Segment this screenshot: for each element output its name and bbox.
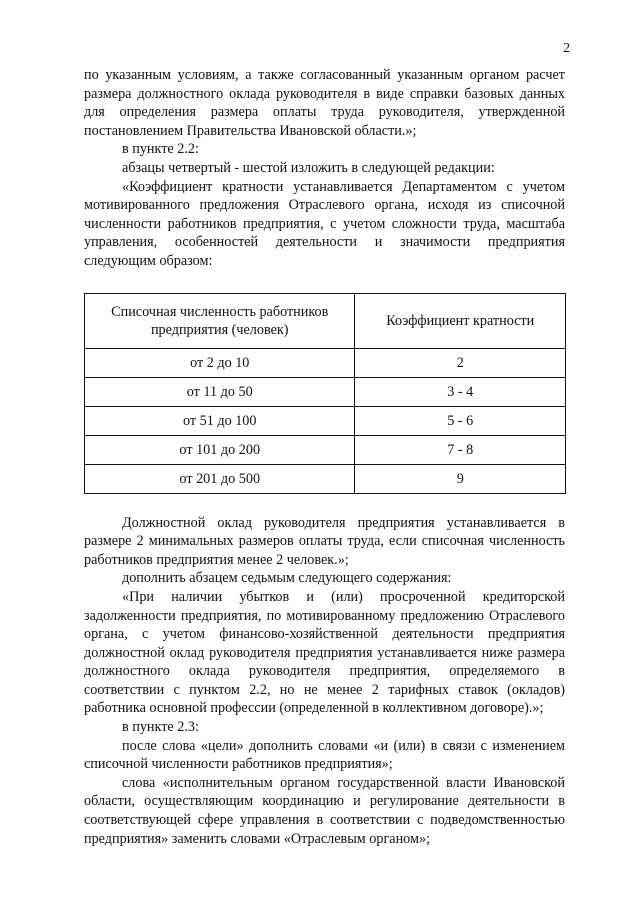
table-row — [85, 377, 566, 406]
cell-headcount: от 11 до 50 — [85, 377, 355, 406]
cell-headcount: от 201 до 500 — [85, 464, 355, 493]
paragraph: по указанным условиям, а также согласованный указанным органом расчет размера должностного оклада руководителя в виде справки базовых данных для определения размера оплаты труда руководителя, утвержденной постановлением Правительства Ивановской области.»; — [84, 67, 565, 139]
cell-headcount: от 2 до 10 — [85, 348, 355, 377]
table-row — [85, 435, 566, 464]
coefficient-table — [84, 293, 566, 494]
paragraphs-bottom — [84, 514, 565, 849]
paragraph: дополнить абзацем седьмым следующего содержания: — [122, 570, 452, 587]
paragraph: после слова «цели» дополнить словами «и (или) в связи с изменением списочной численности работников предприятия»; — [84, 737, 565, 773]
cell-coefficient: 3 - 4 — [355, 377, 566, 406]
paragraph: Должностной оклад руководителя предприятия устанавливается в размере 2 минимальных размеров оплаты труда, если списочная численность работников предприятия менее 2 человек.»; — [84, 514, 565, 568]
document-body — [84, 66, 565, 848]
cell-headcount: от 51 до 100 — [85, 406, 355, 435]
header-headcount: Списочная численность работников предприятия (человек) — [85, 293, 355, 348]
paragraph: «При наличии убытков и (или) просроченной кредиторской задолженности предприятия, по мотивированному предложению Отраслевого органа, с учетом финансово-хозяйственной деятельности предприятия должностной оклад руководителя предприятия устанавливается ниже размера должностного оклада руководителя предприятия, определяемого в соответствии с пунктом 2.2, но не менее 2 тарифных ставок (окладов) работника основной профессии (определенной в коллективном договоре).»; — [84, 588, 565, 717]
paragraph: слова «исполнительным органом государственной власти Ивановской области, осуществляющим координацию и регулирование деятельности в соответствующей сфере управления в соответствии с подведомственностью предприятия» заменить словами «Отраслевым органом»; — [84, 774, 565, 847]
cell-coefficient: 9 — [355, 464, 566, 493]
cell-coefficient: 5 - 6 — [355, 406, 566, 435]
cell-coefficient: 7 - 8 — [355, 435, 566, 464]
page-number: 2 — [563, 40, 570, 55]
cell-headcount: от 101 до 200 — [85, 435, 355, 464]
table-header-row — [85, 293, 566, 348]
cell-coefficient: 2 — [355, 348, 566, 377]
table-row — [85, 348, 566, 377]
paragraph: в пункте 2.3: — [122, 719, 199, 736]
paragraph: в пункте 2.2: — [122, 141, 199, 158]
paragraphs-top — [84, 66, 565, 271]
table-row — [85, 406, 566, 435]
table-row — [85, 464, 566, 493]
coefficient-table-wrapper — [84, 293, 565, 494]
paragraph: «Коэффициент кратности устанавливается Департаментом с учетом мотивированного предложения Отраслевого органа, исходя из списочной численности работников предприятия, с учетом сложности труда, масштаба управления, особенностей деятельности и значимости предприятия следующим образом: — [84, 178, 565, 269]
paragraph: абзацы четвертый - шестой изложить в следующей редакции: — [122, 159, 495, 176]
header-coefficient: Коэффициент кратности — [355, 293, 566, 348]
